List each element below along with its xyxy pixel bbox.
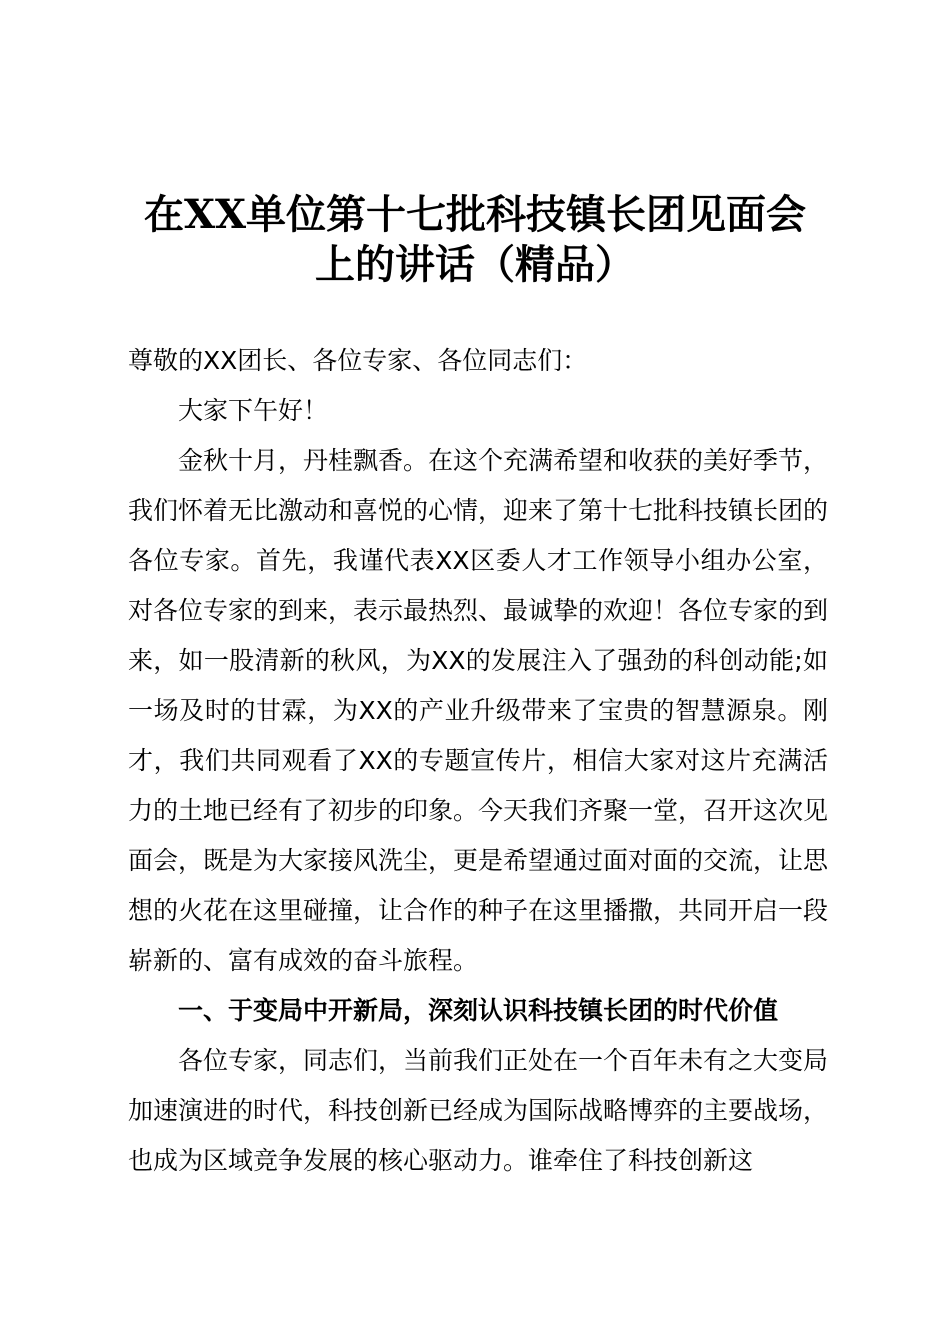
paragraph-1: 金秋十月，丹桂飘香。在这个充满希望和收获的美好季节，我们怀着无比激动和喜悦的心情，迎来了第十七批科技镇长团的各位专家。首先，我谨代表XX区委人才工作领导小组办公室，对各位专家的到来，表示最热烈、最诚挚的欢迎！各位专家的到来，如一股清新的秋风，为XX的发展注入了强劲的科创动能;如一场及时的甘霖，为XX的产业升级带来了宝贵的智慧源泉。刚才，我们共同观看了XX的专题宣传片，相信大家对这片充满活力的土地已经有了初步的印象。今天我们齐聚一堂，召开这次见面会，既是为大家接风洗尘，更是希望通过面对面的交流，让思想的火花在这里碰撞，让合作的种子在这里播撒，共同开启一段崭新的、富有成效的奋斗旅程。 [128, 446, 829, 975]
title-line-1: 在XX单位第十七批科技镇长团见面会 [143, 191, 807, 238]
paragraph-2: 各位专家，同志们，当前我们正处在一个百年未有之大变局加速演进的时代，科技创新已经成为国际战略博弈的主要战场，也成为区域竞争发展的核心驱动力。谁牵住了科技创新这 [128, 1046, 829, 1175]
title-line-2: 上的讲话（精品） [315, 241, 635, 288]
salutation: 尊敬的XX团长、各位专家、各位同志们： [128, 346, 588, 375]
document-body [128, 336, 828, 1186]
greeting: 大家下午好！ [178, 396, 329, 425]
section-heading-1: 一、于变局中开新局，深刻认识科技镇长团的时代价值 [178, 996, 779, 1025]
document-title [100, 190, 850, 290]
